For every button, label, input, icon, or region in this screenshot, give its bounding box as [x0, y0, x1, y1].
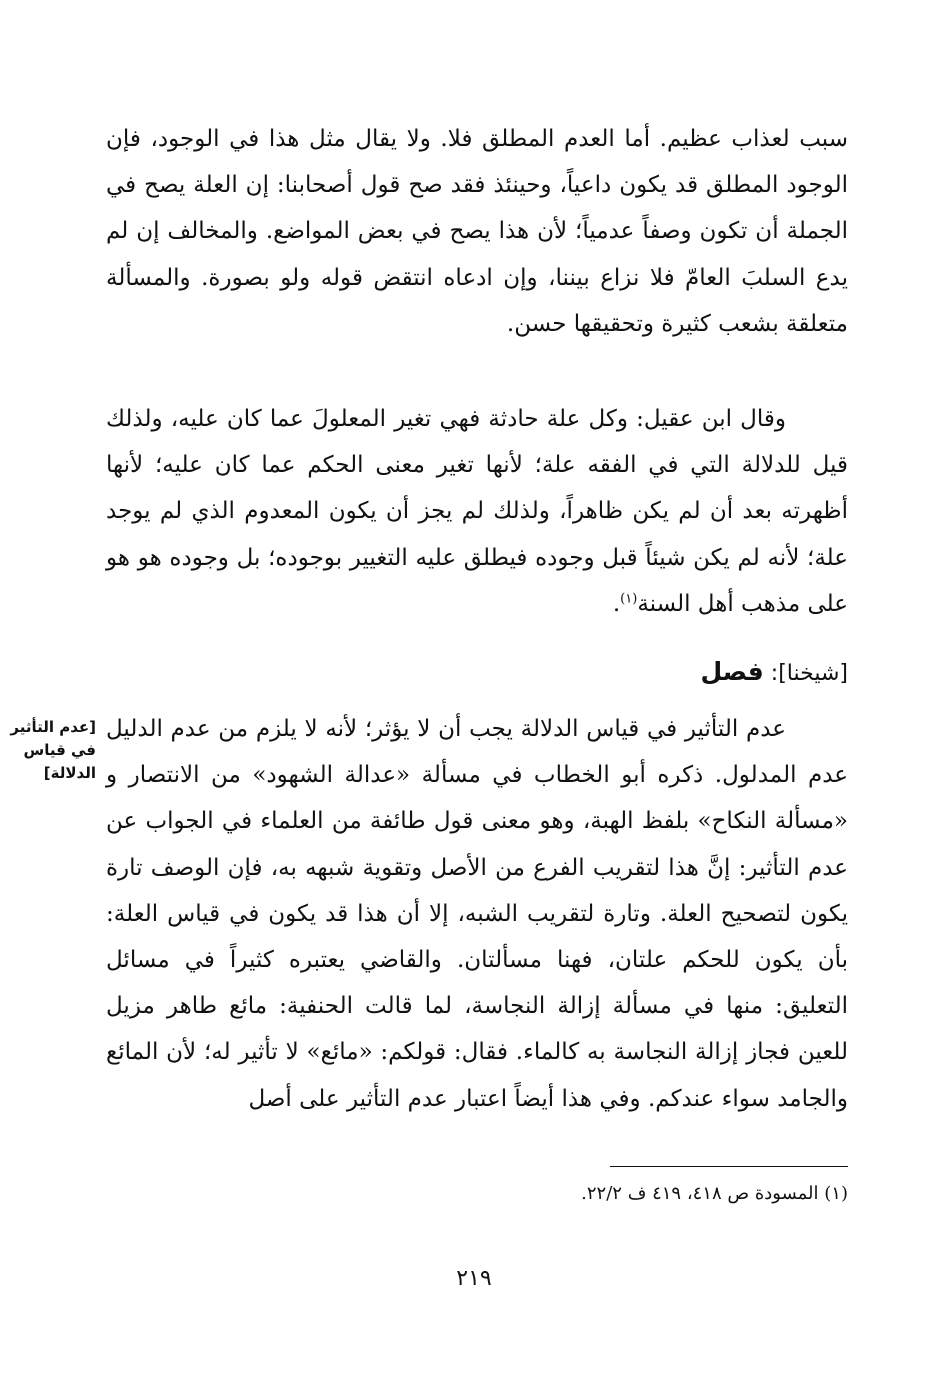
paragraph-2-end: . — [612, 590, 621, 617]
page-number: ٢١٩ — [456, 1266, 492, 1291]
heading-attribution: [شيخنا]: — [770, 661, 848, 686]
paragraph-2-text: وقال ابن عقيل: وكل علة حادثة فهي تغير المعلولَ عما كان عليه، ولذلك قيل للدلالة التي في الفقه علة؛ لأنها تغير معنى الحكم عما كان عليه؛ لأنها أظهرته بعد أن لم يكن ظاهراً، ولذلك لم يجز أن يكون المعدوم الذي لم يوجد علة؛ لأنه لم يكن شيئاً قبل وجوده فيطلق عليه التغيير بوجوده؛ بل وجوده هو هو على مذهب أهل السنة — [106, 406, 848, 617]
section-heading — [700, 652, 848, 694]
margin-note: [عدم التأثير في قياس الدلالة] — [10, 718, 96, 782]
paragraph-3: عدم التأثير في قياس الدلالة يجب أن لا يؤثر؛ لأنه لا يلزم من عدم الدليل عدم المدلول. ذكره أبو الخطاب في مسألة «عدالة الشهود» من الانتصار و «مسألة النكاح» بلفظ الهبة، وهو معنى قول طائفة من العلماء في الجواب عن عدم التأثير: إنَّ هذا لتقريب الفرع من الأصل وتقوية شبهه به، فإن الوصف تارة يكون لتصحيح العلة. وتارة لتقريب الشبه، إلا أن هذا قد يكون في قياس العلة: بأن يكون للحكم علتان، فهنا مسألتان. والقاضي يعتبره كثيراً في مسائل التعليق: منها في مسألة إزالة النجاسة، لما قالت الحنفية: مائع طاهر مزيل للعين فجاز إزالة النجاسة به كالماء. فقال: قولكم: «مائع» لا تأثير له؛ لأن المائع والجامد سواء عندكم. وفي هذا أيضاً اعتبار عدم التأثير على أصل — [106, 716, 848, 1112]
footnote-divider — [610, 1166, 848, 1167]
heading-title: فصل — [700, 657, 764, 686]
paragraph-2 — [106, 396, 848, 627]
paragraph-1: سبب لعذاب عظيم. أما العدم المطلق فلا. ولا يقال مثل هذا في الوجود، فإن الوجود المطلق قد يكون داعياً، وحينئذ فقد صح قول أصحابنا: إن العلة يصح في الجملة أن تكون وصفاً عدمياً؛ لأن هذا يصح في بعض المواضع. والمخالف إن لم يدع السلبَ العامّ فلا نزاع بيننا، وإن ادعاه انتقض قوله ولو بصورة. والمسألة متعلقة بشعب كثيرة وتحقيقها حسن. — [106, 126, 848, 337]
footnote-reference[interactable]: (١) — [620, 591, 638, 607]
footnote: (١) المسودة ص ٤١٨، ٤١٩ ف ٢٢/٢. — [581, 1183, 848, 1204]
